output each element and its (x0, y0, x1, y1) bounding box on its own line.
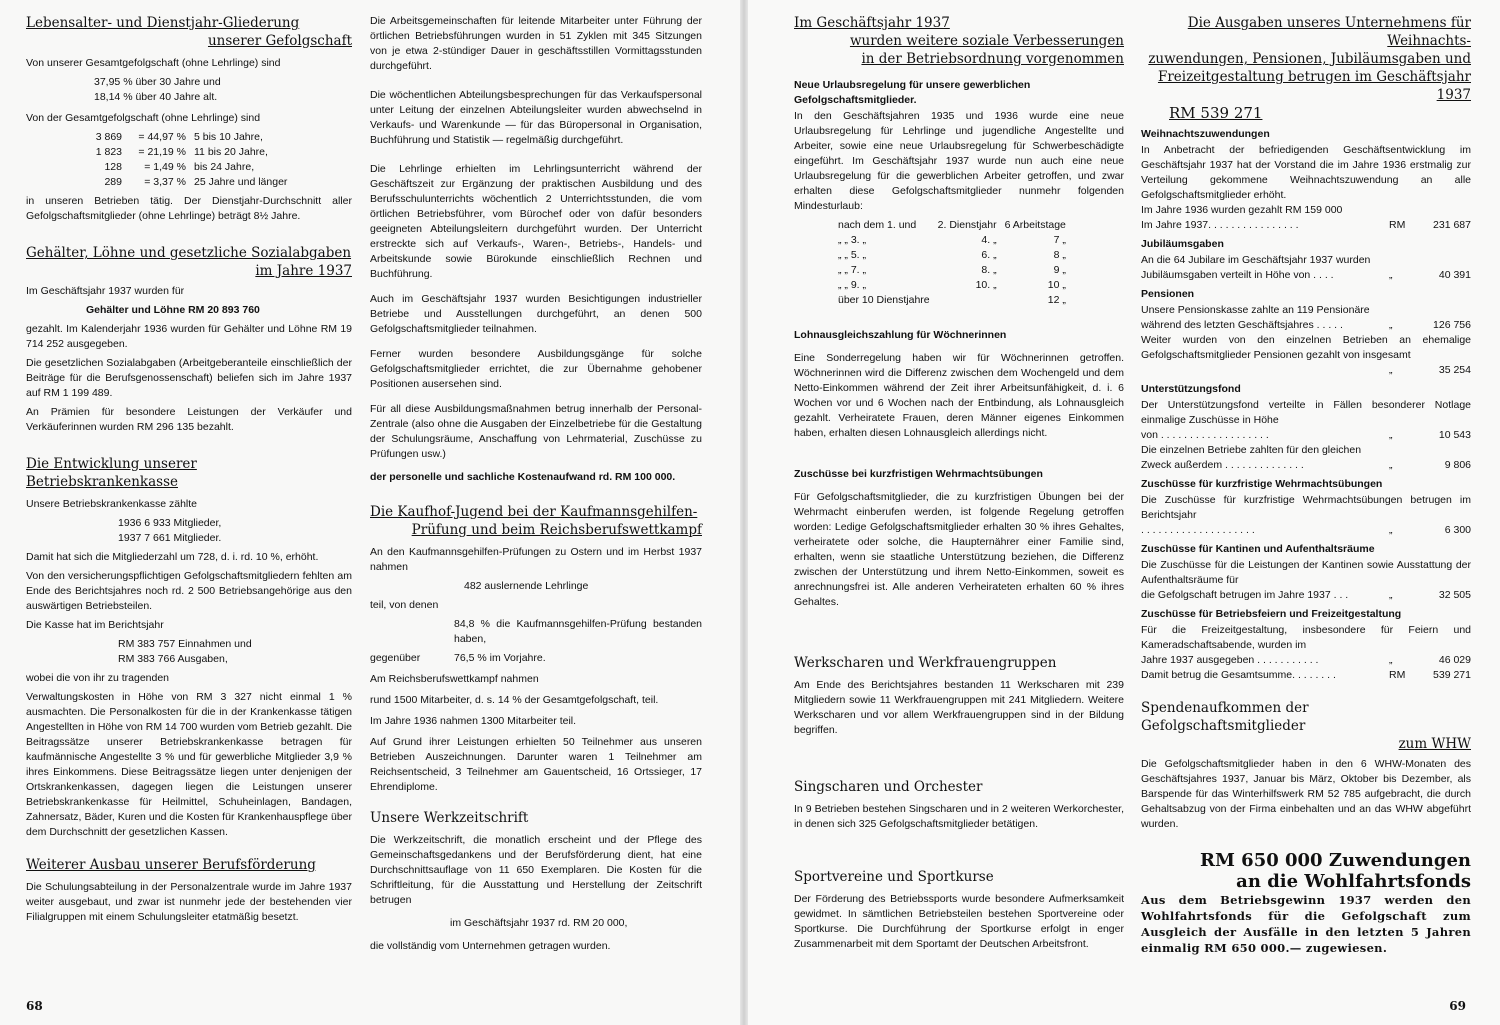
welfare-fund-box (1141, 850, 1471, 956)
paragraph: Auf Grund ihrer Leistungen erhielten 50 Teilnehmer aus unseren Betrieben Auszeichnungen. Darunter waren 1 Teilnehmer am Reichsentscheid, 3 Teilnehmer am Gauentscheid, 16 Ortssieger, 17 Ehrendiplome. (370, 736, 702, 793)
service-row: 1 823 = 21,19 % 11 bis 20 Jahre, (95, 146, 268, 158)
leave-row: „ „ 3. „ 4. „ 7 „ (838, 234, 1066, 246)
paragraph: teil, von denen (370, 599, 439, 611)
ledger-subheading: Zuschüsse für Betriebsfeiern und Freizeitgestaltung (1141, 608, 1402, 620)
ledger-row: Im Jahre 1936 wurden gezahlt RM 159 000 (1141, 204, 1343, 216)
training-cost: der personelle und sachliche Kostenaufwand rd. RM 100 000. (370, 471, 676, 483)
paragraph: in unseren Betrieben tätig. Der Dienstjahr-Durchschnitt aller Gefolgschaftsmitglieder (ohne Lehrlinge) beträgt 8½ Jahre. (26, 195, 352, 222)
ledger-text: Für die Freizeitgestaltung, insbesondere für Feiern und Kameradschaftsabende, wurden im (1141, 624, 1471, 651)
subheading-leave: Neue Urlaubsregelung für unsere gewerblichen Gefolgschaftsmitglieder. (794, 79, 1031, 106)
paragraph: In 9 Betrieben bestehen Singscharen und in 2 weiteren Werkorchester, in denen sich 325 Gefolgschaftsmitglieder betätigen. (794, 803, 1124, 830)
paragraph: die vollständig vom Unternehmen getragen wurden. (370, 940, 611, 952)
leave-row: „ „ 5. „ 6. „ 8 „ (838, 249, 1066, 261)
ledger-row: Jubiläumsgaben verteilt in Höhe von . . . . „ 40 391 (1141, 269, 1471, 281)
previous-year-rate: gegenüber 76,5 % im Vorjahre. (370, 652, 546, 664)
service-row: 289 = 3,37 % 25 Jahre und länger (104, 176, 288, 188)
heading-social-improvements: Im Geschäftsjahr 1937 wurden weitere soziale Verbesserungen in der Betriebsordnung vorgenommen (794, 15, 1124, 67)
paragraph: Von der Gesamtgefolgschaft (ohne Lehrlinge) sind (26, 112, 261, 124)
paragraph: Von den versicherungspflichtigen Gefolgschaftsmitgliedern fehlten am Ende des Berichtsjahres noch rd. 2 500 Betriebsangehörige aus den auswärtigen Betriebsteilen. (26, 570, 352, 612)
paragraph: Für all diese Ausbildungsmaßnahmen betrug innerhalb der Personal-Zentrale (also ohne die Ausgaben der Einzelbetriebe für die Gestaltung der Schulungsräume, Anschaffung von Lehrmaterial, Zuschüsse zu Prüfungen usw.) (370, 403, 702, 460)
leave-table (834, 218, 1070, 308)
ledger-row: Jahre 1937 ausgegeben . . . . . . . . . . . „ 46 029 (1141, 654, 1471, 666)
ledger-text: In Anbetracht der befriedigenden Geschäftsentwicklung im Geschäftsjahr 1937 hat der Vorstand die im Jahre 1936 erstmalig zur Verteilung gekommene Weihnachtszuwendung an alle Gefolgschaftsmitglieder erhöht. (1141, 144, 1471, 201)
paragraph: Die gesetzlichen Sozialabgaben (Arbeitgeberanteile einschließlich der Beiträge für die Berufsgenossenschaft) beliefen sich im Jahre 1937 auf RM 1 199 489. (26, 357, 352, 399)
ledger-subheading: Zuschüsse für Kantinen und Aufenthaltsräume (1141, 543, 1375, 555)
ledger-row: „ 35 254 (1389, 364, 1471, 376)
paragraph: Am Reichsberufswettkampf nahmen (370, 673, 539, 685)
service-years-table (26, 130, 352, 190)
paragraph: Die wöchentlichen Abteilungsbesprechungen für das Verkaufspersonal unter Leitung der einzelnen Abteilungsleiter wurden abwechselnd in Verkaufs- und Warenkunde — für das Büropersonal in Organisation, Buchführung und Statistik — regelmäßig durchgeführt. (370, 89, 702, 146)
paragraph: Verwaltungskosten in Höhe von RM 3 327 nicht einmal 1 % ausmachten. Die Personalkosten für die in der Krankenkasse tätigen Angestellten in Höhe von RM 14 700 wurden vom Betrieb gezahlt. Die Beitragssätze unserer Betriebskrankenkasse betragen für kaufmännische Angestellte 3 % und für gewerbliche Mitglieder 3,9 % ihres Einkommens. Diese Beitragssätze liegen unter denjenigen der Ortskrankenkassen, dagegen liegen die Leistungen unserer Betriebskrankenkasse für Heilmittel, Schuheinlagen, Bandagen, Zahnersatz, Bäder, Kuren und die Kosten für Krankenhauspflege über dem Durchschnitt der gesetzlichen Kassen. (26, 691, 352, 838)
left-column-1 (26, 14, 352, 929)
heading-work-groups: Werkscharen und Werkfrauengruppen (794, 655, 1057, 671)
paragraph: rund 1500 Mitarbeiter, d. s. 14 % der Gesamtgefolgschaft, teil. (370, 694, 659, 706)
expenditure-ledger (1141, 127, 1471, 683)
paragraph: Im Jahre 1936 nahmen 1300 Mitarbeiter teil. (370, 715, 577, 727)
age-list: 37,95 % über 30 Jahre und 18,14 % über 40 Jahre alt. (94, 76, 221, 103)
paragraph: Die Kasse hat im Berichtsjahr (26, 619, 164, 631)
subheading-maternity: Lohnausgleichszahlung für Wöchnerinnen (794, 329, 1007, 341)
ledger-row: Zweck außerdem . . . . . . . . . . . . . . „ 9 806 (1141, 459, 1471, 471)
leave-row: über 10 Dienstjahre 12 „ (838, 294, 1066, 306)
ledger-text: Die Zuschüsse für die Leistungen der Kantinen sowie Ausstattung der Aufenthaltsräume für (1141, 559, 1471, 586)
subheading-military: Zuschüsse bei kurzfristigen Wehrmachtsübungen (794, 468, 1043, 480)
paragraph: Im Geschäftsjahr 1937 wurden für (26, 285, 185, 297)
paragraph: Die Arbeitsgemeinschaften für leitende Mitarbeiter unter Führung der örtlichen Betriebsführungen wurden in 51 Zyklen mit 345 Sitzungen von je etwa 2-stündiger Dauer in geschäftsstillen Vormittagsstunden durchgeführt. (370, 15, 702, 72)
ledger-row: Damit betrug die Gesamtsumme. . . . . . . . RM 539 271 (1141, 669, 1471, 681)
heading-whw: Spendenaufkommen der Gefolgschaftsmitglieder zum WHW (1141, 700, 1471, 752)
heading-salaries: Gehälter, Löhne und gesetzliche Sozialabgaben im Jahre 1937 (26, 245, 352, 279)
service-row: 128 = 1,49 % bis 24 Jahre, (104, 161, 255, 173)
ledger-text: Weiter wurden von den einzelnen Betrieben an ehemalige Gefolgschaftsmitglieder Pensionen gezahlt von insgesamt (1141, 334, 1471, 361)
paragraph: gezahlt. Im Kalenderjahr 1936 wurden für Gehälter und Löhne RM 19 714 252 ausgegeben. (26, 323, 352, 350)
income-list: RM 383 757 Einnahmen und RM 383 766 Ausgaben, (118, 638, 252, 665)
salary-total: Gehälter und Löhne RM 20 893 760 (86, 304, 260, 316)
welfare-headline: an die Wohlfahrtsfonds (1236, 871, 1471, 892)
paragraph: An den Kaufmannsgehilfen-Prüfungen zu Ostern und im Herbst 1937 nahmen (370, 546, 702, 573)
paragraph: Die Lehrlinge erhielten im Lehrlingsunterricht während der Geschäftszeit zur Ergänzung der praktischen Ausbildung und des Berufsschulunterrichts wöchentlich 2 Unterrichtsstunden, die vom örtlichen Betriebsführer, vom Bürochef oder von dafür besonders geeigneten Abteilungsleitern durchgeführt wurden. Der Unterricht erstreckte sich auf Verkaufs-, Waren-, Betriebs-, Handels- und Arbeitskunde sowie Bürokunde einschließlich Rechnen und Buchführung. (370, 163, 702, 280)
ledger-row: . . . . . . . . . . . . . . . . . . . . „ 6 300 (1141, 524, 1471, 536)
paragraph: Unsere Betriebskrankenkasse zählte (26, 498, 198, 510)
left-page (0, 0, 740, 1025)
leave-row: „ „ 9. „ 10. „ 10 „ (838, 279, 1066, 291)
paragraph: Die Gefolgschaftsmitglieder haben in den 6 WHW-Monaten des Geschäftsjahres 1937, Januar bis März, Oktober bis Dezember, als Barspende für das Winterhilfswerk RM 52 785 aufgebracht, die durch Gehaltsabzug von der Firma einbehalten und an das WHW abgeführt wurden. (1141, 758, 1471, 830)
heading-health-insurance: Die Entwicklung unserer Betriebskrankenkasse (26, 456, 197, 490)
paragraph: An Prämien für besondere Leistungen der Verkäufer und Verkäuferinnen wurden RM 296 135 bezahlt. (26, 406, 352, 433)
expenditure-total: RM 539 271 (1169, 104, 1263, 122)
paragraph: Damit hat sich die Mitgliederzahl um 728, d. i. rd. 10 %, erhöht. (26, 551, 319, 563)
welfare-headline: RM 650 000 Zuwendungen (1200, 850, 1471, 871)
ledger-subheading: Zuschüsse für kurzfristige Wehrmachtsübungen (1141, 478, 1383, 490)
paragraph: Die Werkzeitschrift, die monatlich erscheint und der Pflege des Gemeinschaftsgedankens und der Berufsförderung dient, hat eine Durchschnittsauflage von 11 650 Exemplaren. Die Kosten für die Schriftleitung, für die Ausstattung und Herstellung der Zeitschrift betrugen (370, 834, 702, 906)
ledger-subheading: Pensionen (1141, 288, 1195, 300)
paragraph: Von unserer Gesamtgefolgschaft (ohne Lehrlinge) sind (26, 57, 281, 69)
page-number: 69 (1449, 999, 1466, 1013)
right-column-2 (1141, 14, 1471, 960)
paragraph: Eine Sonderregelung haben wir für Wöchnerinnen getroffen. Wöchnerinnen wird die Differenz zwischen dem Wochengeld und dem Netto-Einkommen während der Zeit ihrer Arbeitsunfähigkeit, d. i. 6 Wochen vor und 6 Wochen nach der Entbindung, als Lohnausgleich gezahlt. Verheiratete Frauen, deren Männer eigenes Einkommen haben, erhalten diesen Lohnausgleich allerdings nicht. (794, 352, 1124, 439)
exam-rate: 84,8 % die Kaufmannsgehilfen-Prüfung bestanden haben, (454, 618, 702, 645)
ledger-text: Unsere Pensionskasse zahlte an 119 Pensionäre (1141, 304, 1370, 316)
heading-choirs: Singscharen und Orchester (794, 779, 983, 795)
paragraph: Der Förderung des Betriebssports wurde besondere Aufmerksamkeit gewidmet. In sämtlichen Betriebsteilen bestehen Sportvereine oder Sportkurse. Die Durchführung der Sportkurse erfolgt in enger Zusammenarbeit mit dem Sportamt der Deutschen Arbeitsfront. (794, 893, 1124, 950)
welfare-paragraph: Aus dem Betriebsgewinn 1937 werden den Wohlfahrtsfonds für die Gefolgschaft zum Ausgleich der Ausfälle in den letzten 5 Jahren einmalig RM 650 000.— zugewiesen. (1141, 893, 1471, 955)
heading-expenditures: Die Ausgaben unseres Unternehmens für Weihnachts- zuwendungen, Pensionen, Jubiläumsgaben und Freizeitgestaltung betrugen im Geschäftsjahr 1937 (1148, 15, 1471, 103)
ledger-row: Im Jahre 1937. . . . . . . . . . . . . . . . RM 231 687 (1141, 219, 1471, 231)
heading-magazine: Unsere Werkzeitschrift (370, 810, 529, 826)
paragraph: wobei die von ihr zu tragenden (26, 672, 170, 684)
paragraph: Für Gefolgschaftsmitglieder, die zu kurzfristigen Übungen bei der Wehrmacht einberufen werden, ist folgende Regelung getroffen worden: Ledige Gefolgschaftsmitglieder erhalten 30 % ihres Gehaltes, verheiratete oder solche, die Haupternährer einer Familie sind, erhalten, wenn sie staatliche Unterstützung beziehen, die Differenz zwischen der Unterstützung und ihrem Netto-Einkommen, soweit es anrechnungsfrei ist. Alle anderen Verheirateten erhalten 60 % ihres Gehaltes. (794, 491, 1124, 608)
page-number: 68 (26, 999, 43, 1013)
leave-row: „ „ 7. „ 8. „ 9 „ (838, 264, 1066, 276)
paragraph: Ferner wurden besondere Ausbildungsgänge für solche Gefolgschaftsmitglieder errichtet, die zur Übernahme gehobener Positionen ausersehen sind. (370, 348, 702, 390)
leave-row: nach dem 1. und 2. Dienstjahr 6 Arbeitstage (838, 219, 1066, 231)
heading-age-service: Lebensalter- und Dienstjahr-Gliederung unserer Gefolgschaft (26, 15, 352, 49)
heading-youth: Die Kaufhof-Jugend bei der Kaufmannsgehilfen- Prüfung und beim Reichsberufswettkampf (370, 504, 702, 538)
paragraph: Die Schulungsabteilung in der Personalzentrale wurde im Jahre 1937 weiter ausgebaut, und zwar ist nunmehr jede der bestehenden vier Filialgruppen mit einem Schulungsleiter etatmäßig besetzt. (26, 881, 352, 923)
heading-sports: Sportvereine und Sportkurse (794, 869, 994, 885)
ledger-subheading: Jubiläumsgaben (1141, 238, 1224, 250)
ledger-subheading: Weihnachtszuwendungen (1141, 128, 1270, 140)
book-gutter (740, 0, 748, 1025)
ledger-text: Die Zuschüsse für kurzfristige Wehrmachtsübungen betrugen im Berichtsjahr (1141, 494, 1471, 521)
right-page (748, 0, 1500, 1025)
magazine-cost: im Geschäftsjahr 1937 rd. RM 20 000, (450, 917, 628, 929)
member-list: 1936 6 933 Mitglieder, 1937 7 661 Mitglieder. (118, 517, 222, 544)
left-column-2 (370, 14, 702, 958)
ledger-row: von . . . . . . . . . . . . . . . . . . . „ 10 543 (1141, 429, 1471, 441)
paragraph: Auch im Geschäftsjahr 1937 wurden Besichtigungen industrieller Betriebe und Ausstellungen durchgeführt, an denen 500 Gefolgschaftsmitglieder teilnahmen. (370, 293, 702, 335)
ledger-subheading: Unterstützungsfond (1141, 383, 1241, 395)
ledger-row: die Gefolgschaft betrugen im Jahre 1937 . . . „ 32 505 (1141, 589, 1471, 601)
service-row: 3 869 = 44,97 % 5 bis 10 Jahre, (95, 131, 263, 143)
ledger-row: während des letzten Geschäftsjahres . . . . . „ 126 756 (1141, 319, 1471, 331)
heading-vocational: Weiterer Ausbau unserer Berufsförderung (26, 857, 316, 873)
apprentice-count: 482 auslernende Lehrlinge (464, 580, 589, 592)
right-column-1 (794, 14, 1124, 956)
paragraph: Am Ende des Berichtsjahres bestanden 11 Werkscharen mit 239 Mitgliedern sowie 11 Werkfrauengruppen mit 241 Mitgliedern. Weitere Werkscharen und vor allem Werkfrauengruppen sind in der Bildung begriffen. (794, 679, 1124, 736)
ledger-text: An die 64 Jubilare im Geschäftsjahr 1937 wurden (1141, 254, 1371, 266)
ledger-text: Die einzelnen Betriebe zahlten für den gleichen (1141, 444, 1362, 456)
paragraph: In den Geschäftsjahren 1935 und 1936 wurde eine neue Urlaubsregelung für Lehrlinge und jugendliche Angestellte und Arbeiter, sowie eine neue Urlaubsregelung für Schwerbeschädigte eingeführt. Im Geschäftsjahr 1937 wurde nun auch eine neue Urlaubsregelung für die gewerblichen Arbeiter getroffen, und zwar erhalten diese Gefolgschaftsmitglieder nunmehr folgenden Mindesturlaub: (794, 110, 1124, 212)
ledger-text: Der Unterstützungsfond verteilte in Fällen besonderer Notlage einmalige Zuschüsse in Höhe (1141, 399, 1471, 426)
